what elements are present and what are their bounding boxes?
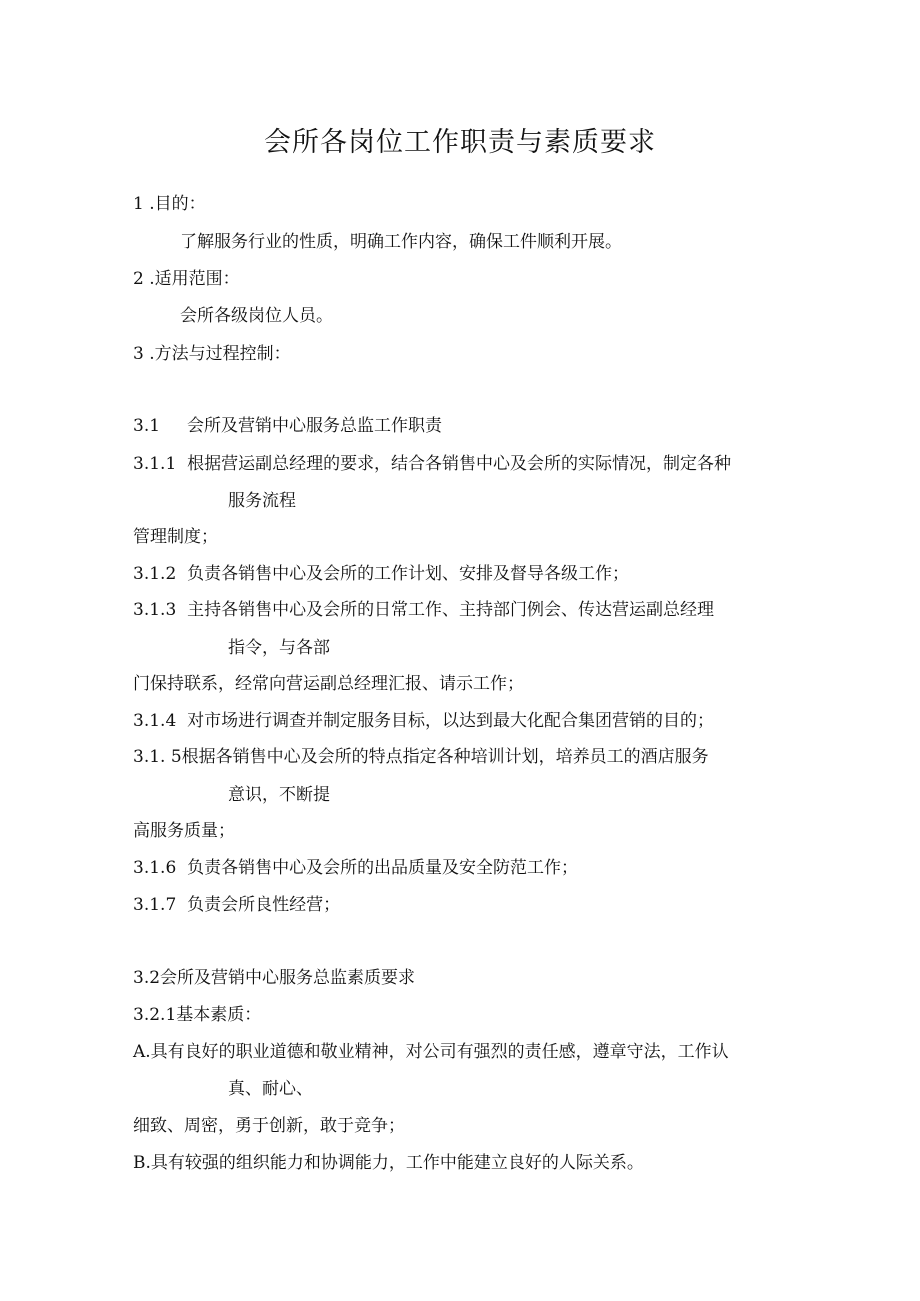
- section-1-text: 了解服务行业的性质，明确工作内容，确保工件顺利开展。: [180, 232, 622, 252]
- item-3-1-5-cont2: 高服务质量；: [133, 821, 235, 841]
- item-a-cont2: 细致、周密，勇于创新，敢于竞争；: [133, 1116, 405, 1136]
- item-b: B.具有较强的组织能力和协调能力，工作中能建立良好的人际关系。: [133, 1153, 644, 1173]
- section-2-text: 会所各级岗位人员。: [180, 306, 333, 326]
- item-3-1-4: 3.1.4 对市场进行调查并制定服务目标，以达到最大化配合集团营销的目的；: [133, 711, 715, 731]
- item-3-1-2: 3.1.2 负责各销售中心及会所的工作计划、安排及督导各级工作；: [133, 564, 630, 584]
- item-a: A.具有良好的职业道德和敬业精神，对公司有强烈的责任感，遵章守法，工作认: [133, 1042, 729, 1062]
- section-3-2-heading: 3.2会所及营销中心服务总监素质要求: [133, 968, 416, 988]
- section-3-1-heading: 3.1 会所及营销中心服务总监工作职责: [133, 416, 443, 436]
- section-1-heading: 1 .目的：: [133, 194, 206, 214]
- item-3-1-1: 3.1.1 根据营运副总经理的要求，结合各销售中心及会所的实际情况，制定各种: [133, 454, 732, 474]
- item-3-1-7: 3.1.7 负责会所良性经营；: [133, 895, 341, 915]
- item-3-1-3-cont: 指令，与各部: [228, 638, 330, 658]
- item-a-cont: 真、耐心、: [228, 1079, 313, 1099]
- section-3-heading: 3 .方法与过程控制：: [133, 344, 291, 364]
- document-title: 会所各岗位工作职责与素质要求: [264, 127, 656, 158]
- section-2-heading: 2 .适用范围：: [133, 269, 240, 289]
- item-3-1-3: 3.1.3 主持各销售中心及会所的日常工作、主持部门例会、传达营运副总经理: [133, 600, 715, 620]
- item-3-1-5-cont: 意识，不断提: [228, 785, 330, 805]
- item-3-1-3-cont2: 门保持联系，经常向营运副总经理汇报、请示工作；: [133, 674, 524, 694]
- item-3-2-1: 3.2.1基本素质：: [133, 1005, 262, 1025]
- item-3-1-1-cont2: 管理制度；: [133, 527, 218, 547]
- item-3-1-6: 3.1.6 负责各销售中心及会所的出品质量及安全防范工作；: [133, 858, 579, 878]
- item-3-1-1-cont: 服务流程: [228, 491, 296, 511]
- item-3-1-5: 3.1. 5根据各销售中心及会所的特点指定各种培训计划，培养员工的酒店服务: [133, 747, 709, 767]
